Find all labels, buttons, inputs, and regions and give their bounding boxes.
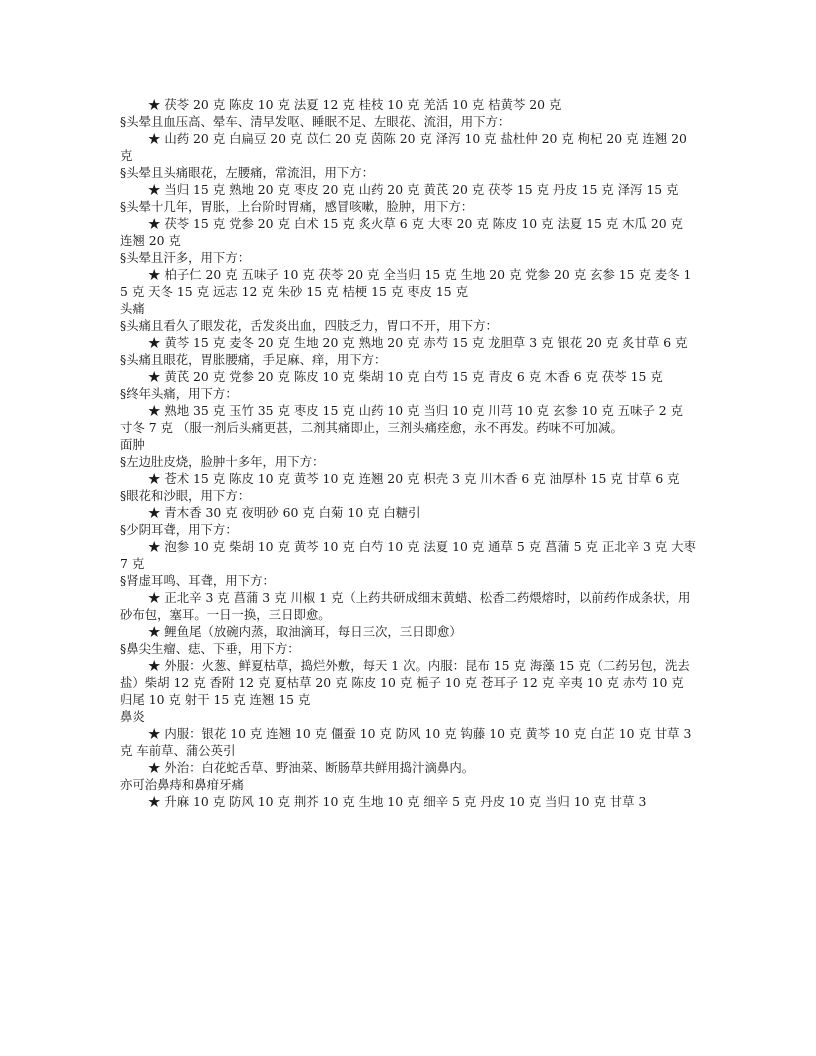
prescription-line: ★ 茯苓 15 克 党参 20 克 白术 15 克 炙火草 6 克 大枣 20 克 陈皮 10 克 法夏 15 克 木瓜 20 克 连翘 20 克 bbox=[120, 216, 683, 248]
section-heading: 头痛 bbox=[120, 301, 145, 316]
section-heading: 面肿 bbox=[120, 437, 145, 452]
case-line: §终年头痛，用下方： bbox=[120, 386, 238, 401]
prescription-line: ★ 山药 20 克 白扁豆 20 克 苡仁 20 克 茵陈 20 克 泽泻 10 克 盐杜仲 20 克 枸杞 20 克 连翘 20 克 bbox=[120, 131, 687, 163]
case-line: §眼花和沙眼，用下方： bbox=[120, 488, 251, 503]
section-heading: 亦可治鼻痔和鼻疳牙痛 bbox=[120, 777, 244, 792]
prescription-line: ★ 黄芪 20 克 党参 20 克 陈皮 10 克 柴胡 10 克 白芍 15 克 青皮 6 克 木香 6 克 茯苓 15 克 bbox=[148, 369, 663, 384]
prescription-line: ★ 柏子仁 20 克 五味子 10 克 茯苓 20 克 全当归 15 克 生地 20 克 党参 20 克 玄参 15 克 麦冬 15 克 天冬 15 克 远志 12 克 朱砂 15 克 桔梗 15 克 枣皮 15 克 bbox=[120, 267, 692, 299]
prescription-line: ★ 黄芩 15 克 麦冬 20 克 生地 20 克 熟地 20 克 赤芍 15 克 龙胆草 3 克 银花 20 克 炙甘草 6 克 bbox=[148, 335, 688, 350]
prescription-line: ★ 熟地 35 克 玉竹 35 克 枣皮 15 克 山药 10 克 当归 10 克 川芎 10 克 玄参 10 克 五味子 2 克 寸冬 7 克 （服一剂后头痛更甚，二剂其痛即止，三剂头痛痊愈，永不再发。药味不可加减。 bbox=[120, 403, 683, 435]
case-line: §头晕十几年，胃胀，上台阶时胃痛，感冒咳嗽，脸肿，用下方： bbox=[120, 199, 474, 214]
prescription-line: ★ 外治：白花蛇舌草、野油菜、断肠草共鲜用捣汁滴鼻内。 bbox=[148, 760, 475, 775]
case-line: §少阴耳聋，用下方： bbox=[120, 522, 238, 537]
prescription-line: ★ 正北辛 3 克 菖蒲 3 克 川椒 1 克（上药共研成细末黄蜡、松香二药煨熔时，以前药作成条状，用砂布包，塞耳。一日一换，三日即愈。 bbox=[120, 590, 691, 622]
prescription-line: ★ 当归 15 克 熟地 20 克 枣皮 20 克 山药 20 克 黄芪 20 克 茯苓 15 克 丹皮 15 克 泽泻 15 克 bbox=[148, 182, 679, 197]
case-line: §头晕且血压高、晕车、清早发呕、睡眠不足、左眼花、流泪，用下方： bbox=[120, 114, 511, 129]
prescription-line: ★ 苍术 15 克 陈皮 10 克 黄芩 10 克 连翘 20 克 枳壳 3 克 川木香 6 克 油厚朴 15 克 甘草 6 克 bbox=[148, 471, 680, 486]
case-line: §头晕且头痛眼花，左腰痛，常流泪，用下方： bbox=[120, 165, 375, 180]
prescription-line: ★ 内服：银花 10 克 连翘 10 克 僵蚕 10 克 防风 10 克 钩藤 10 克 黄芩 10 克 白芷 10 克 甘草 3 克 车前草、蒲公英引 bbox=[120, 726, 692, 758]
document-page bbox=[120, 96, 698, 810]
case-line: §鼻尖生瘤、痣、下垂，用下方： bbox=[120, 641, 300, 656]
case-line: §头痛且眼花，胃胀腰痛，手足麻、痒，用下方： bbox=[120, 352, 387, 367]
section-heading: 鼻炎 bbox=[120, 709, 145, 724]
case-line: §头晕且汗多，用下方： bbox=[120, 250, 251, 265]
case-line: §左边肚皮烧，脸肿十多年，用下方： bbox=[120, 454, 325, 469]
prescription-line: ★ 青木香 30 克 夜明砂 60 克 白菊 10 克 白糖引 bbox=[148, 505, 421, 520]
prescription-line: ★ 茯苓 20 克 陈皮 10 克 法夏 12 克 桂枝 10 克 羌活 10 克 桔黄芩 20 克 bbox=[148, 97, 562, 112]
case-line: §头痛且看久了眼发花，舌发炎出血，四肢乏力，胃口不开，用下方： bbox=[120, 318, 498, 333]
prescription-line: ★ 升麻 10 克 防风 10 克 荆芥 10 克 生地 10 克 细辛 5 克 丹皮 10 克 当归 10 克 甘草 3 bbox=[148, 794, 647, 809]
prescription-line: ★ 泡参 10 克 柴胡 10 克 黄芩 10 克 白芍 10 克 法夏 10 克 通草 5 克 菖蒲 5 克 正北辛 3 克 大枣 7 克 bbox=[120, 539, 696, 571]
prescription-line: ★ 鲤鱼尾（放碗内蒸，取油滴耳，每日三次，三日即愈） bbox=[148, 624, 462, 639]
case-line: §肾虚耳鸣、耳聋，用下方： bbox=[120, 573, 275, 588]
prescription-line: ★ 外服：火葱、鲜夏枯草，捣烂外敷，每天 1 次。内服：昆布 15 克 海藻 15 克（二药另包，洗去盐）柴胡 12 克 香附 12 克 夏枯草 20 克 陈皮 10 克 栀子 10 克 苍耳子 12 克 辛夷 10 克 赤芍 10 克 归尾 10 克 射干 15 克 连翘 15 克 bbox=[120, 658, 690, 707]
